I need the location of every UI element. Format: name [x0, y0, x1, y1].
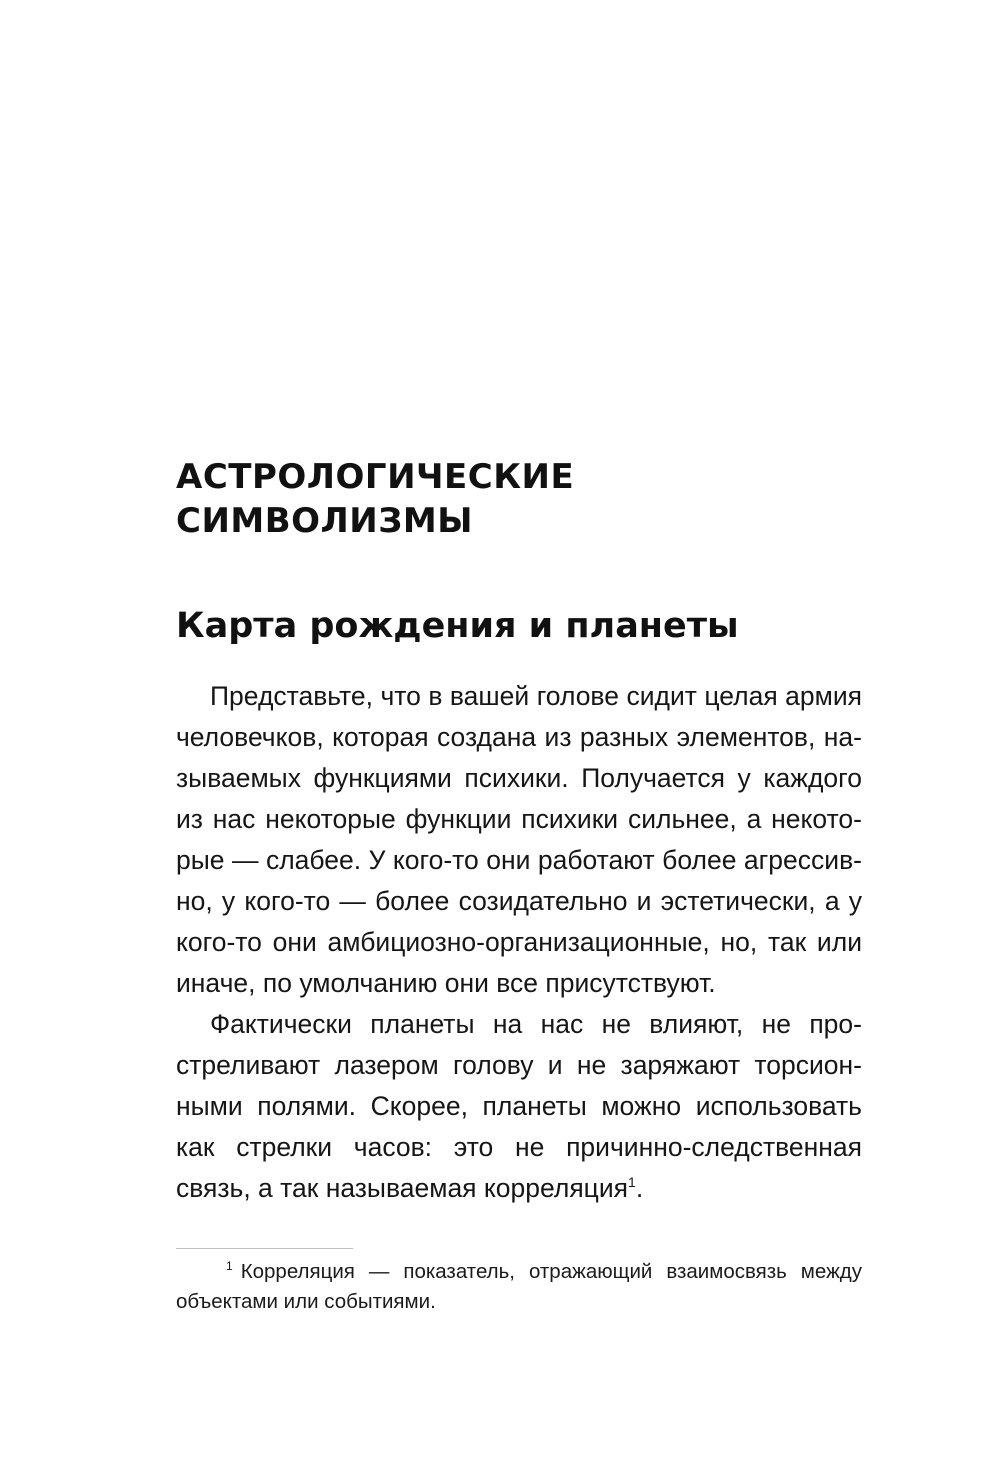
section-title: Карта рождения и планеты — [176, 606, 739, 646]
paragraph-2 — [176, 1004, 862, 1209]
footnote — [176, 1257, 862, 1317]
paragraph-2-text: Фактически планеты на нас не влияют, не простреливают лазером голову и не заряжают торсионными полями. Скорее, планеты можно использовать как стрелки часов: это не причинно-следственная связь, а так называемая корреляция — [176, 1009, 862, 1203]
paragraph-1: Представьте, что в вашей голове сидит целая армия человечков, которая создана из разных элементов, называемых функциями психики. Получается у каждого из нас некоторые функции психики сильнее, а некоторые — слабее. У кого-то они работают более агрессивно, у кого-то — более созидательно и эстетически, а у кого-то они амбициозно-организационные, но, так или иначе, по умолчанию они все присутствуют. — [176, 681, 862, 998]
chapter-title — [176, 455, 574, 543]
footnote-marker: 1 — [226, 1259, 233, 1274]
footnote-reference[interactable]: 1 — [628, 1174, 636, 1191]
chapter-title-line-1: АСТРОЛОГИЧЕСКИЕ — [176, 457, 575, 497]
footnote-text: Корреляция — показатель, отражающий взаимосвязь между объектами или событиями. — [176, 1260, 862, 1313]
footnote-divider — [176, 1248, 353, 1249]
body-text — [176, 676, 862, 1209]
paragraph-2-end: . — [635, 1173, 644, 1203]
chapter-title-line-2: СИМВОЛИЗМЫ — [176, 501, 473, 541]
